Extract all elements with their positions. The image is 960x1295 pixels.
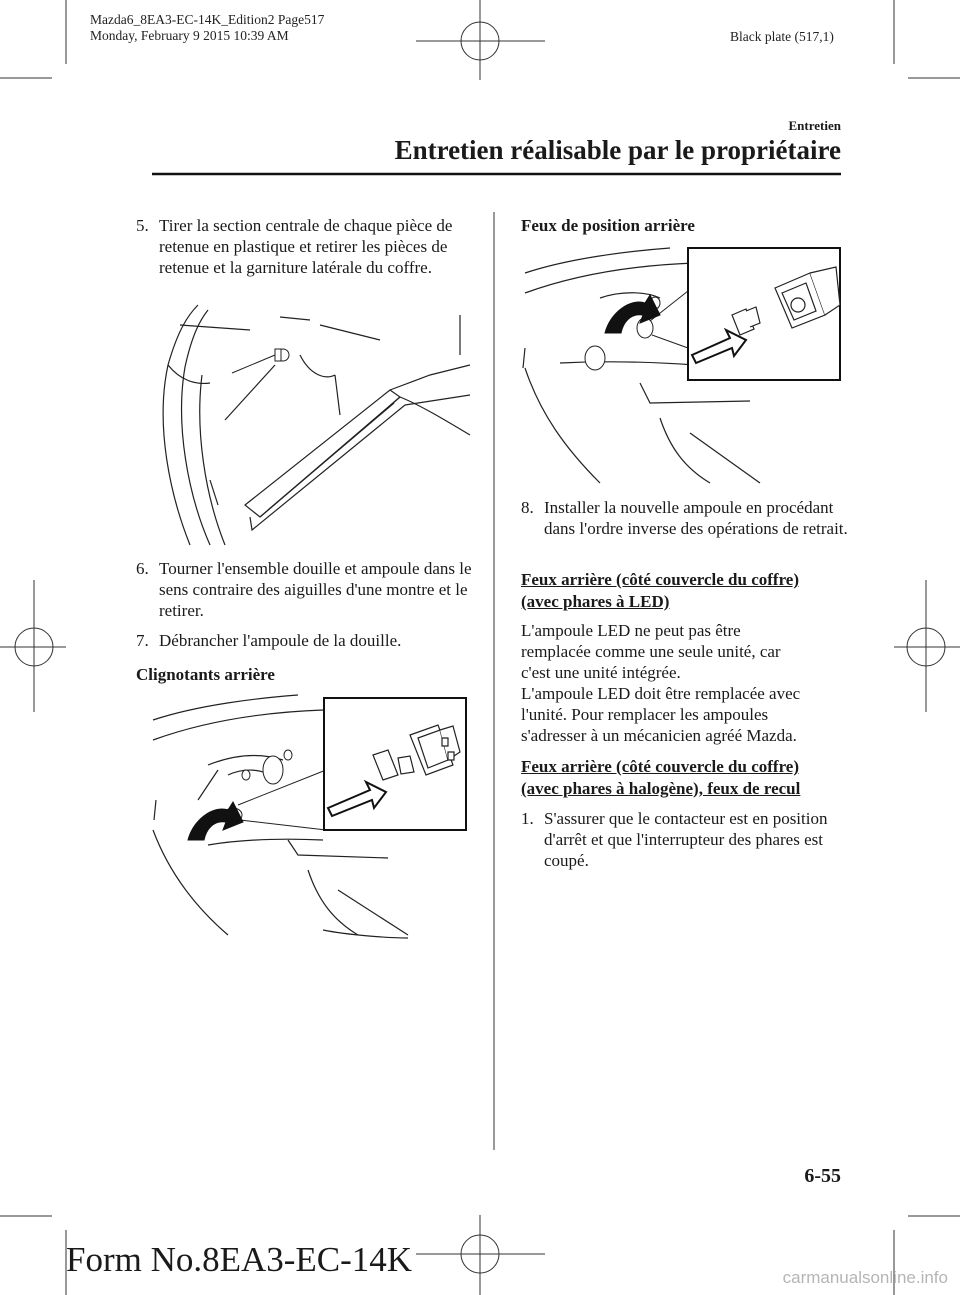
page-number: 6-55 — [804, 1165, 841, 1187]
trunk-trim-illustration — [150, 305, 475, 545]
led-text-line: s'adresser à un mécanicien agréé Mazda. — [521, 726, 797, 745]
led-heading-line-2: (avec phares à LED) — [521, 592, 670, 611]
form-number: Form No.8EA3-EC-14K — [66, 1240, 413, 1279]
feux-position-heading: Feux de position arrière — [521, 216, 695, 235]
step-6-number: 6. — [136, 559, 149, 578]
led-heading — [521, 569, 799, 613]
step-1 — [521, 808, 851, 871]
step-5-text: Tirer la section centrale de chaque pièce de retenue en plastique et retirer les pièces de retenue et la garniture latérale du coffre. — [159, 216, 453, 277]
step-6-text: Tourner l'ensemble douille et ampoule dans le sens contraire des aiguilles d'une montre et le retirer. — [159, 559, 472, 620]
led-heading-line-1: Feux arrière (côté couvercle du coffre) — [521, 570, 800, 589]
step-6 — [136, 558, 476, 621]
rear-position-light-illustration — [520, 243, 845, 488]
step-5-number: 5. — [136, 216, 149, 235]
section-label: Entretien — [788, 118, 841, 133]
led-text-line: l'unité. Pour remplacer les ampoules — [521, 705, 769, 724]
halogen-heading-line-1: Feux arrière (côté couvercle du coffre) — [521, 757, 800, 776]
led-text-line: c'est une unité intégrée. — [521, 663, 681, 682]
print-meta — [90, 12, 324, 44]
halogen-heading-line-2: (avec phares à halogène), feux de recul — [521, 779, 801, 798]
print-file-line: Mazda6_8EA3-EC-14K_Edition2 Page517 — [90, 12, 325, 27]
step-8-text: Installer la nouvelle ampoule en procédant dans l'ordre inverse des opérations de retrait. — [544, 498, 848, 538]
step-7-text: Débrancher l'ampoule de la douille. — [159, 631, 402, 650]
step-1-number: 1. — [521, 809, 534, 828]
halogen-heading — [521, 756, 800, 800]
page-title: Entretien réalisable par le propriétaire — [394, 135, 841, 165]
step-1-text: S'assurer que le contacteur est en position d'arrêt et que l'interrupteur des phares est coupé. — [544, 809, 828, 870]
step-8 — [521, 497, 851, 539]
led-text-line: remplacée comme une seule unité, car — [521, 642, 781, 661]
step-5 — [136, 215, 476, 278]
led-text-line: L'ampoule LED ne peut pas être — [521, 621, 741, 640]
clignotants-heading: Clignotants arrière — [136, 665, 275, 684]
rear-turn-signal-illustration — [148, 690, 473, 940]
step-7 — [136, 630, 476, 651]
watermark: carmanualsonline.info — [782, 1268, 948, 1287]
print-date-line: Monday, February 9 2015 10:39 AM — [90, 28, 289, 43]
step-7-number: 7. — [136, 631, 149, 650]
led-text-line: L'ampoule LED doit être remplacée avec — [521, 684, 801, 703]
led-paragraph — [521, 620, 800, 746]
plate-label: Black plate (517,1) — [730, 29, 834, 44]
step-8-number: 8. — [521, 498, 534, 517]
